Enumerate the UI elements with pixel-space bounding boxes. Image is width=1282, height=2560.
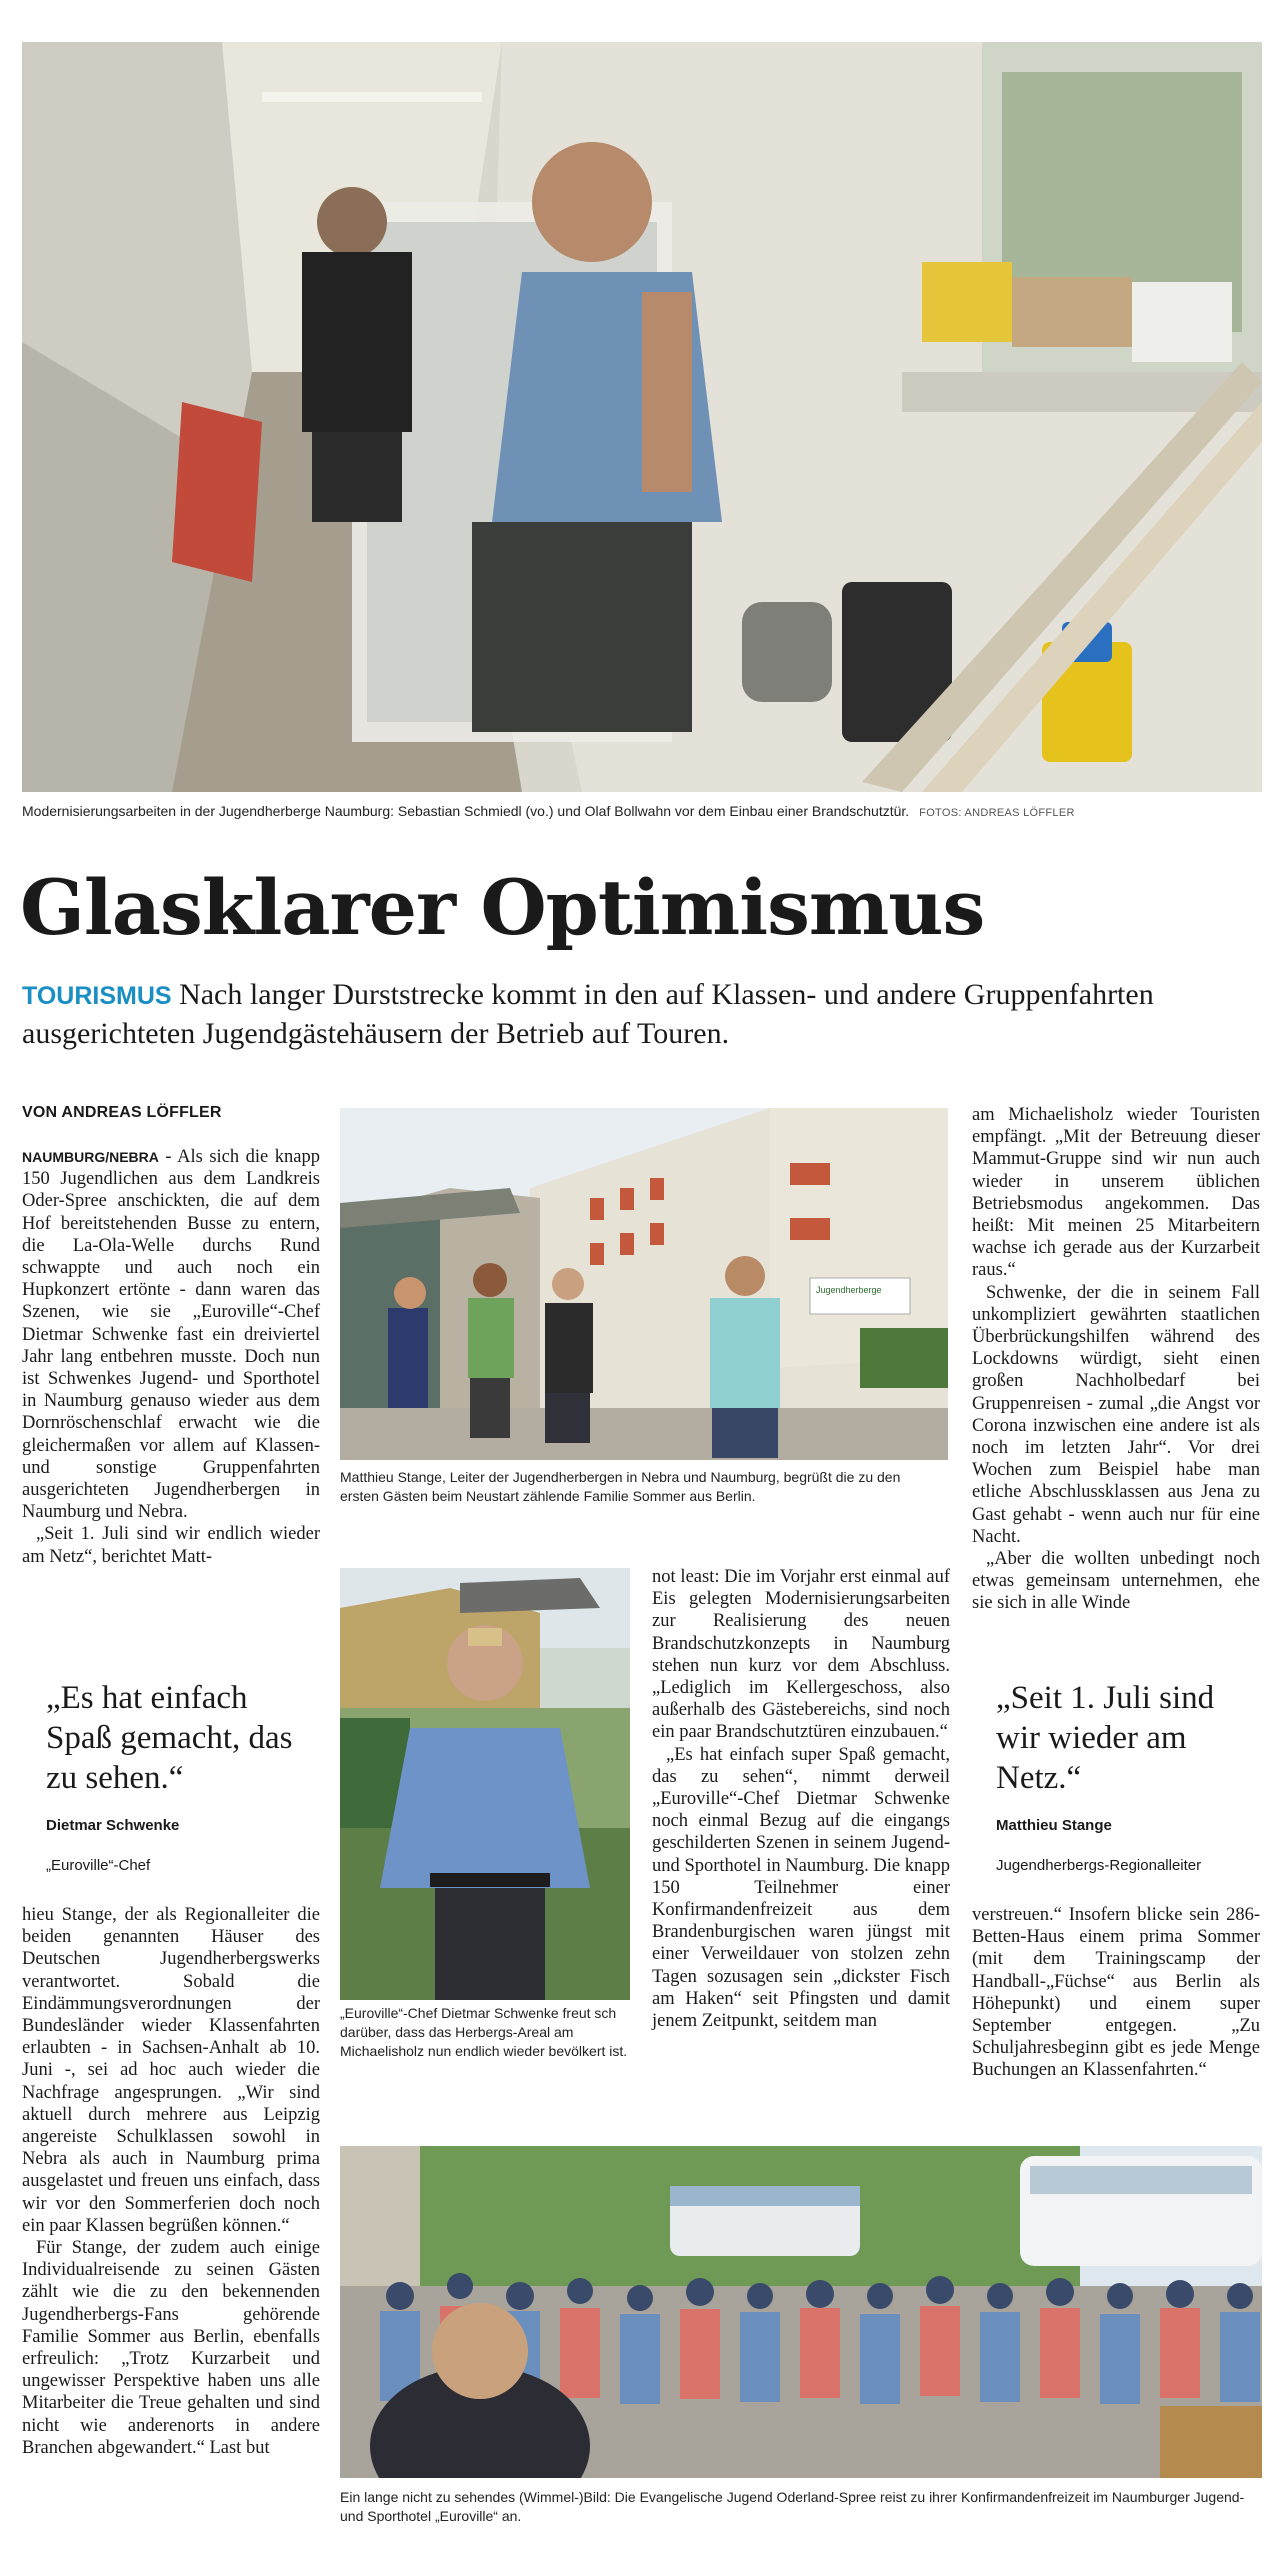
article-col3: [652, 1566, 950, 2136]
photo-credit: FOTOS: ANDREAS LÖFFLER: [919, 807, 1075, 819]
pull-quote-left: [46, 1678, 316, 1886]
caption-portrait-photo: „Euroville“-Chef Dietmar Schwenke freut sch darüber, dass das Herbergs-Areal am Michaelisholz nun endlich wieder bevölkert ist.: [340, 2005, 628, 2059]
article-paragraph: Für Stange, der zudem auch einige Individualreisende zu seinen Gästen zählt wie die zu den bekennenden Jugendherbergs-Fans gehörende Familie Sommer aus Berlin, ebenfalls erfreulich: „Trotz Kurzarbeit und ungewisser Perspektive haben uns alle Mitarbeiter die Treue gehalten und sind nicht wie anderenorts in andere Branchen abgewandert.“ Last but: [22, 2238, 320, 2458]
photo-construction: [22, 42, 1262, 792]
article-paragraph: „Seit 1. Juli sind wir endlich wieder am Netz“, berichtet Matt-: [22, 1524, 320, 1567]
pull-quote-right: [996, 1678, 1256, 1886]
deck: [22, 976, 1252, 1053]
article-col4-upper: [972, 1104, 1260, 1664]
article-col4-lower: [972, 1904, 1260, 2104]
article-paragraph: - Als sich die knapp 150 Jugendlichen aus dem Landkreis Oder-Spree anschickten, die auf dem Hof bereitstehenden Busse zu entern, die La-Ola-Welle durchs Rund schwappte und auch noch ein Hupkonzert ertönte - dann waren das Szenen, wie sie „Euroville“-Chef Dietmar Schwenke fast ein dreiviertel Jahr lang entbehren musste. Doch nun ist Schwenkes Jugend- und Sporthotel in Naumburg genauso wieder aus dem Dornröschenschlaf erwacht wie die gleichermaßen vor allem auf Klassen- und sonstige Gruppenfahrten ausgerichteten Jugendherbergen in Naumburg und Nebra.: [22, 1147, 320, 1523]
article-col1-lower: [22, 1904, 320, 2524]
pull-quote-role: „Euroville“-Chef: [46, 1857, 151, 1874]
article-paragraph: „Aber die wollten unbedingt noch etwas gemeinsam unternehmen, ehe sie sich in alle Winde: [972, 1549, 1260, 1614]
photo-portrait: [340, 1568, 630, 2000]
deck-text: Nach langer Durststrecke kommt in den auf Klassen- und andere Gruppenfahrten ausgerichteten Jugendgästehäusern der Betrieb auf Touren.: [22, 978, 1154, 1050]
caption-hostel-photo: Matthieu Stange, Leiter der Jugendherbergen in Nebra und Naumburg, begrüßt die zu den ersten Gästen beim Neustart zählende Familie Sommer aus Berlin.: [340, 1469, 901, 1504]
article-paragraph: hieu Stange, der als Regionalleiter die beiden genannten Häuser des Deutschen Jugendherbergswerks verantwortet. Sobald die Eindämmungsverordnungen der Bundesländer wieder Klassenfahrten erlaubten - in Sachsen-Anhalt ab 10. Juni -, sei ad hoc auch wieder die Nachfrage angesprungen. „Wir sind aktuell durch mehrere aus Leipzig angereiste Schulklassen sowohl in Nebra als auch in Naumburg prima ausgelastet und freuen uns einfach, dass wir vor den Sommerferien doch noch ein paar Klassen begrüßen können.“: [22, 1905, 320, 2236]
caption-crowd-photo: Ein lange nicht zu sehendes (Wimmel-)Bild: Die Evangelische Jugend Oderland-Spree reist zu ihrer Konfirmandenfreizeit im Naumburger Jugend- und Sporthotel „Euroville“ an.: [340, 2489, 1245, 2524]
byline: VON ANDREAS LÖFFLER: [22, 1104, 222, 1121]
article-paragraph: verstreuen.“ Insofern blicke sein 286-Betten-Haus einem prima Sommer (mit dem Trainingscamp der Handball-„Füchse“ aus Berlin als Höhepunkt) und einem super September entgegen. „Zu Schuljahresbeginn gibt es jede Menge Buchungen an Klassenfahrten.“: [972, 1905, 1260, 2081]
hostel-sign: Jugendherberge: [816, 1285, 882, 1295]
caption-text: Modernisierungsarbeiten in der Jugendherberge Naumburg: Sebastian Schmiedl (vo.) und Olaf Bollwahn vor dem Einbau einer Brandschutztür.: [22, 803, 910, 819]
kicker: TOURISMUS: [22, 982, 172, 1010]
pull-quote-role: Jugendherbergs-Regionalleiter: [996, 1857, 1202, 1874]
pull-quote-name: Dietmar Schwenke: [46, 1817, 180, 1834]
pull-quote-text: „Es hat einfach Spaß gemacht, das zu sehen.“: [46, 1680, 293, 1796]
headline: Glasklarer Optimismus: [20, 863, 985, 952]
article-paragraph: „Es hat einfach super Spaß gemacht, das zu sehen“, nimmt derweil „Euroville“-Chef Dietmar Schwenke noch einmal Bezug auf die eingangs geschilderten Szenen in seinem Jugend- und Sporthotel in Naumburg. Die knapp 150 Teilnehmer einer Konfirmandenfreizeit aus dem Brandenburgischen waren jüngst mit einer Verweildauer von stolzen zehn Tagen sozusagen sein „dickster Fisch am Haken“ seit Pfingsten und damit jenem Zeitpunkt, seitdem man: [652, 1744, 950, 2032]
article-paragraph: am Michaelisholz wieder Touristen empfängt. „Mit der Betreuung dieser Mammut-Gruppe sind wir nun auch wieder in unserem üblichen Betriebsmodus angekommen. Das heißt: Mit meinen 25 Mitarbeitern wachse ich gerade aus der Kurzarbeit raus.“: [972, 1105, 1260, 1281]
caption-top-photo: [22, 802, 1262, 823]
article-col1-upper: [22, 1146, 320, 1646]
pull-quote-text: „Seit 1. Juli sind wir wieder am Netz.“: [996, 1680, 1215, 1796]
dateline: NAUMBURG/NEBRA: [22, 1149, 159, 1165]
article-paragraph: Schwenke, der die in seinem Fall unkompliziert gewährten staatlichen Überbrückungshilfen während des Lockdowns würdigt, sieht einen großen Nachholbedarf bei Gruppenreisen - zumal „die Angst vor Corona inzwischen eine andere ist als noch im letzten Jahr“. Vor drei Wochen zum Beispiel habe man etliche Abschlussklassen aus Jena zu Gast gehabt - wenn auch nur für eine Nacht.: [972, 1282, 1260, 1547]
photo-crowd: [340, 2146, 1262, 2478]
pull-quote-name: Matthieu Stange: [996, 1817, 1112, 1834]
article-paragraph: not least: Die im Vorjahr erst einmal auf Eis gelegten Modernisierungsarbeiten zur Realisierung des neuen Brandschutzkonzepts in Naumburg stehen nun kurz vor dem Abschluss. „Lediglich im Kellergeschoss, also außerhalb des Gästebereichs, sind noch ein paar Brandschutztüren einzubauen.“: [652, 1567, 950, 1743]
photo-hostel: [340, 1108, 948, 1460]
